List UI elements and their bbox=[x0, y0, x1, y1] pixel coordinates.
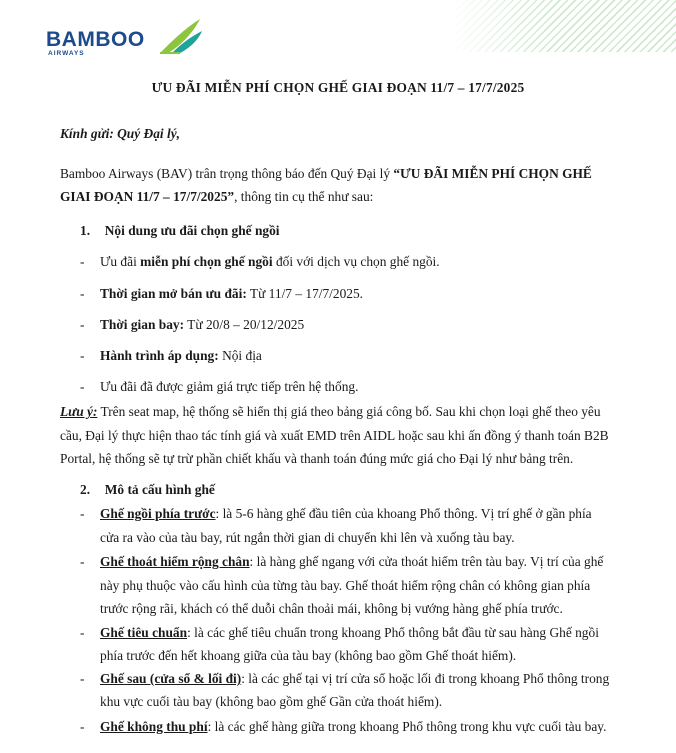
intro-text: Bamboo Airways (BAV) trân trọng thông báo đến Quý Đại lý bbox=[60, 166, 394, 181]
list-item bbox=[80, 670, 84, 688]
list-item-text bbox=[100, 253, 440, 271]
dash-bullet: - bbox=[80, 625, 85, 640]
item-bold: miễn phí chọn ghế ngồi bbox=[140, 254, 273, 269]
list-item-text bbox=[100, 347, 262, 365]
note-line-2: cầu, Đại lý thực hiện thao tác tính giá và xuất EMD trên AIDL hoặc sau khi ấn đồng ý thanh toán B2B bbox=[60, 428, 609, 443]
list-item-text bbox=[100, 316, 304, 334]
section1-number: 1. bbox=[80, 223, 91, 238]
section1-heading bbox=[80, 222, 280, 240]
list-item-text bbox=[100, 505, 592, 523]
list-item bbox=[80, 253, 84, 271]
intro-text-cont: , thông tin cụ thể như sau: bbox=[234, 189, 374, 204]
promo-name-cont: GIAI ĐOẠN 11/7 – 17/7/2025” bbox=[60, 189, 235, 204]
item-bold: Hành trình áp dụng: bbox=[100, 348, 219, 363]
list-item bbox=[80, 505, 84, 523]
item-text: : là các ghế tiêu chuẩn trong khoang Phổ thông bắt đầu từ sau hàng Ghế ngồi bbox=[187, 625, 599, 640]
item-bold: Ghế thoát hiểm rộng chân bbox=[100, 554, 250, 569]
dash-bullet: - bbox=[80, 671, 85, 686]
list-item-text bbox=[100, 378, 358, 396]
item-text: Nội địa bbox=[218, 348, 262, 363]
list-item bbox=[80, 624, 84, 642]
list-item-text bbox=[100, 624, 599, 642]
list-item bbox=[80, 347, 84, 365]
item-bold: Thời gian mở bán ưu đãi: bbox=[100, 286, 247, 301]
intro-line-2 bbox=[60, 188, 373, 206]
list-item-text bbox=[100, 718, 606, 736]
list-item bbox=[80, 718, 84, 736]
item-text: Từ 11/7 – 17/7/2025. bbox=[246, 286, 364, 301]
section1-title: Nội dung ưu đãi chọn ghế ngồi bbox=[104, 223, 280, 238]
item-bold: Ghế tiêu chuẩn bbox=[100, 625, 188, 640]
list-item-text-cont: phía trước đến hết khoang giữa của tàu bay (không bao gồm Ghế thoát hiểm). bbox=[100, 648, 517, 663]
bamboo-airways-logo bbox=[46, 14, 206, 58]
dash-bullet: - bbox=[80, 317, 85, 332]
list-item bbox=[80, 553, 84, 571]
section2-heading bbox=[80, 481, 215, 499]
item-bold: Ghế sau (cửa sổ & lối đi) bbox=[100, 671, 242, 686]
item-bold: Thời gian bay: bbox=[100, 317, 185, 332]
note-line-3: Portal, hệ thống sẽ tự trừ phần chiết khấu và thanh toán đúng mức giá cho Đại lý như bảng trên. bbox=[60, 451, 574, 466]
note-line-1 bbox=[60, 403, 601, 421]
dash-bullet: - bbox=[80, 379, 85, 394]
item-text: đối với dịch vụ chọn ghế ngồi. bbox=[272, 254, 440, 269]
bamboo-leaf-icon bbox=[156, 17, 204, 55]
list-item-text-cont: này phụ thuộc vào cấu hình của từng tàu bay. Ghế thoát hiểm rộng chân có không gian phía bbox=[100, 578, 591, 593]
item-text: : là các ghế hàng giữa trong khoang Phổ thông trong khu vực cuối tàu bay. bbox=[207, 719, 607, 734]
list-item-text bbox=[100, 553, 603, 571]
decorative-stripes bbox=[450, 0, 676, 52]
intro-line-1 bbox=[60, 165, 592, 183]
note-label: Lưu ý: bbox=[60, 404, 98, 419]
salutation: Kính gửi: Quý Đại lý, bbox=[60, 126, 180, 141]
list-item bbox=[80, 378, 84, 396]
list-item-text-cont: trước rộng rãi, khách có thể duỗi chân thoải mái, không bị vướng hàng ghế phía trước. bbox=[100, 601, 563, 616]
list-item-text-cont: cửa ra vào của tàu bay, rút ngắn thời gian di chuyển khi lên và xuống tàu bay. bbox=[100, 530, 515, 545]
item-text: : là hàng ghế ngang với cửa thoát hiểm trên tàu bay. Vị trí của ghế bbox=[249, 554, 604, 569]
dash-bullet: - bbox=[80, 286, 85, 301]
section2-title: Mô tả cấu hình ghế bbox=[104, 482, 215, 497]
note-text: Trên seat map, hệ thống sẽ hiển thị giá theo bảng giá công bố. Sau khi chọn loại ghế theo yêu bbox=[97, 404, 601, 419]
promo-name: “ƯU ĐÃI MIỄN PHÍ CHỌN GHẾ bbox=[393, 166, 592, 181]
item-text: Từ 20/8 – 20/12/2025 bbox=[184, 317, 305, 332]
list-item-text-cont: khu vực cuối tàu bay (không bao gồm ghế Gần cửa thoát hiểm). bbox=[100, 694, 443, 709]
item-text: : là 5-6 hàng ghế đầu tiên của khoang Phổ thông. Vị trí ghế ở gần phía bbox=[215, 506, 592, 521]
item-text: Ưu đãi đã được giảm giá trực tiếp trên hệ thống. bbox=[100, 379, 359, 394]
item-text: Ưu đãi bbox=[100, 254, 141, 269]
dash-bullet: - bbox=[80, 348, 85, 363]
item-bold: Ghế không thu phí bbox=[100, 719, 208, 734]
document-title: ƯU ĐÃI MIỄN PHÍ CHỌN GHẾ GIAI ĐOẠN 11/7 – 17/7/2025 bbox=[151, 80, 525, 95]
list-item-text bbox=[100, 670, 609, 688]
dash-bullet: - bbox=[80, 719, 85, 734]
dash-bullet: - bbox=[80, 506, 85, 521]
list-item-text bbox=[100, 285, 363, 303]
item-text: : là các ghế tại vị trí cửa sổ hoặc lối đi trong khoang Phổ thông trong bbox=[241, 671, 610, 686]
dash-bullet: - bbox=[80, 254, 85, 269]
list-item bbox=[80, 285, 84, 303]
logo-wordmark: BAMBOO bbox=[46, 28, 145, 51]
dash-bullet: - bbox=[80, 554, 85, 569]
list-item bbox=[80, 316, 84, 334]
section2-number: 2. bbox=[80, 482, 91, 497]
item-bold: Ghế ngồi phía trước bbox=[100, 506, 216, 521]
logo-subtext: AIRWAYS bbox=[48, 50, 85, 57]
